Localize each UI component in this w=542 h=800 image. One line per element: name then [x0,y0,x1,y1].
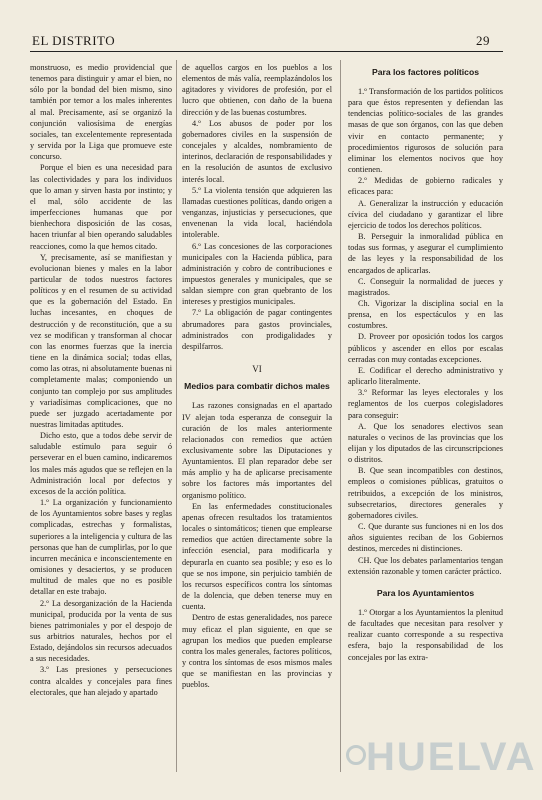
column-divider [176,60,177,772]
watermark-circle-icon [346,745,366,765]
paragraph: 4.º Los abusos de poder por los gobernadores civiles en la suspensión de concejales y alcaldes, nombramiento de interinos, declaración de responsabilidades y en la resolución de asuntos de exclusivo interés local. [182,118,332,184]
publication-title: EL DISTRITO [32,33,116,48]
paragraph: A. Generalizar la instrucción y educación cívica del ciudadano y garantizar el libre ejercicio de todos los derechos políticos. [348,198,503,230]
paragraph: monstruoso, es medio providencial que tenemos para distinguir y amar el bien, no sólo por la bondad del bien mismo, sino también por temor a los males inherentes al mal. Precisamente, así se organizó la conjunción valiosísima de energías sociales, tan excelentemente representada y servida por la Liga que promueve este concurso. [30,63,172,162]
paragraph: CH. Que los debates parlamentarios tengan extensión razonable y tomen carácter práctico. [348,555,503,576]
watermark-text: HUELVA [366,735,537,779]
header-rule [30,51,503,52]
paragraph: 2.º Medidas de gobierno radicales y eficaces para: [348,176,503,197]
paragraph: 1.º La organización y funcionamiento de los Ayuntamientos sobre bases y reglas complicadas, estrechas y formalistas, superiores a la inteligencia y cultura de las personas que han de cumplirlas, por lo que incurren mecánica e inconscientemente en omisiones y desaciertos, y se producen multitud de males que no es posible detallar en este trabajo. [30,498,172,597]
section-heading: Para los Ayuntamientos [376,587,475,598]
column-3 [348,62,503,782]
paragraph: E. Codificar el derecho administrativo y aplicarlo literalmente. [348,365,503,387]
paragraph: 3.º Las presiones y persecuciones contra alcaldes y concejales para fines electorales, que han alejado y apartado [30,665,172,697]
paragraph: D. Proveer por oposición todos los cargos públicos y ascender en ellos por escalas cerradas con muy contadas excepciones. [348,332,503,364]
paragraph: C. Que durante sus funciones ni en los dos años siguientes reciban de los Gobiernos destinos, mercedes ni distinciones. [348,522,503,554]
column-divider [340,60,341,772]
paragraph: 5.º La violenta tensión que adquieren las llamadas cuestiones políticas, dando origen a venganzas, injusticias y persecuciones, que envenenan la vida local, haciéndola intolerable. [182,185,332,240]
section-heading: Para los factores políticos [372,67,479,77]
page-number: 29 [476,33,490,48]
paragraph: 2.º La desorganización de la Hacienda municipal, producida por la venta de sus bienes patrimoniales y por el despojo de sus arbitrios naturales, hechos por el Estado, dejándolos sin recursos adecuados a sus necesidades. [30,598,172,664]
paragraph: Porque el bien es una necesidad para las colectividades y para los individuos que lo aman y sirven hasta por instinto; y el mal, sólo accidente de las imperfecciones humanas que por bienhechora disposición de las cosas, hacen triunfar al bien operando saludables reacciones, como la que hemos citado. [30,163,172,251]
paragraph: B. Que sean incompatibles con destinos, empleos o comisiones públicas, gratuitos o retribuidos, a excepción de los ministros, subsecretarios, directores generales y gobernadores civiles. [348,466,503,520]
paragraph: Las razones consignadas en el apartado IV alejan toda esperanza de conseguir la curación de los males anteriormente relacionados con remedios que actúen exclusivamente sobre las Diputaciones y Ayuntamientos. El plan reparador debe ser más amplio y ha de aplicarse precisamente sobre los factores más importantes del organismo político. [182,401,332,500]
paragraph: 1.º Otorgar a los Ayuntamientos la plenitud de facultades que necesitan para resolver y realizar cuanto corresponde a su respectiva esfera, bajo la responsabilidad de los concejales por las extra- [348,607,503,662]
paragraph: 7.º La obligación de pagar contingentes abrumadores para gastos provinciales, administrados con prodigalidades y despilfarros. [182,308,332,351]
section-subtitle: Medios para combatir dichos males [184,381,330,392]
paragraph: Ch. Vigorizar la disciplina social en la prensa, en los espectáculos y en las costumbres. [348,298,503,331]
paragraph: A. Que los senadores electivos sean naturales o vecinos de las provincias que los elijan y los diputados de las circunscripciones o distritos. [348,421,503,465]
column-2 [182,62,332,782]
page-header [30,33,500,51]
column-1 [30,62,172,782]
paragraph: 6.º Las concesiones de las corporaciones municipales con la Hacienda pública, para administración y cobro de contribuciones e impuestos generales y municipales, que se saldan siempre con gran quebranto de los intereses y prestigios municipales. [182,241,332,307]
paragraph: 3.º Reformar las leyes electorales y los reglamentos de los cuerpos colegisladores para conseguir: [348,388,503,420]
paragraph: de aquellos cargos en los pueblos a los elementos de más valía, reemplazándolos los agitadores y vividores de profesión, por el lucro que obtienen, con daño de la buena dirección y de las buenas costumbres. [182,63,332,117]
paragraph: Dicho esto, que a todos debe servir de saludable estímulo para seguir ó perseverar en el buen camino, indicaremos los males más agudos que se reflejen en la Administración local por defectos y excesos de la acción política. [30,431,172,496]
watermark [352,735,537,779]
paragraph: Y, precisamente, así se manifiestan y evolucionan bienes y males en la labor particular de todos nuestros factores políticos y en el resumen de su actividad que es la gobernación del Estado. En luchas incesantes, en choques de destrucción y de reconstitución, que a su vez se modifican y transforman al chocar con las enormes fuerzas que la inercia tiene en la dinámica social; todas ellas, como las otras, ni absolutamente buenas ni completamente malas; componiendo un conjunto tan complejo por sus amplitudes y variadísimas complicaciones, que no puede ser juzgado acertadamente por nuestras limitadas aptitudes. [30,252,172,429]
paragraph: B. Perseguir la inmoralidad pública en todas sus formas, y asegurar el cumplimiento de las leyes y la responsabilidad de los encargados de aplicarlas. [348,232,503,275]
paragraph: Dentro de estas generalidades, nos parece muy eficaz el plan siguiente, en que se agrupan los medios que pueden emplearse contra los males generales, factores políticos, y contra los síntomas de esos mismos males que se manifiestan en las provincias y pueblos. [182,613,332,690]
paragraph: C. Conseguir la normalidad de jueces y magistrados. [348,276,503,297]
paragraph: 1.º Transformación de los partidos políticos para que éstos representen y defiendan las tendencias político-sociales de las grandes masas de que son órganos, con las que deben vivir en contacto permanente; y procedimientos rigurosos de solución para eliminar los elementos nocivos que hoy contienen. [348,87,503,175]
paragraph: En las enfermedades constitucionales apenas ofrecen resultados los tratamientos locales o sintomáticos; tienen que emplearse remedios que actúen directamente sobre la infección esencial, para modificarla y depurarla en cuanto sea posible; y eso es lo que se nos impone, sin perjuicio también de los recursos específicos contra los síntomas de la dolencia, que deben tenerse muy en cuenta. [182,501,332,612]
section-number: VI [252,364,262,375]
